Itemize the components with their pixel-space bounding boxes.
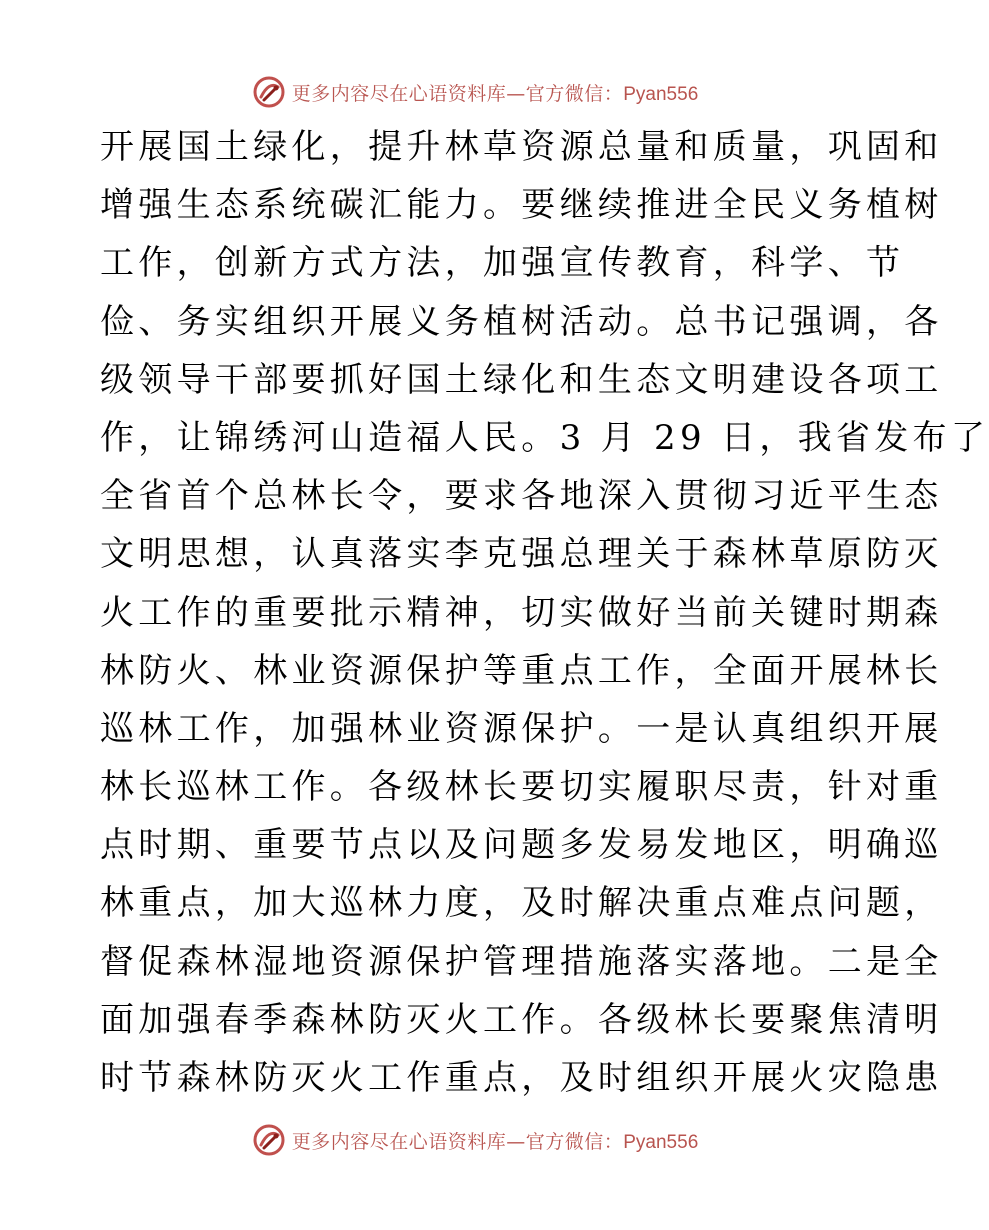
text-line: 巡林工作，加强林业资源保护。一是认真组织开展 xyxy=(100,708,943,749)
header-banner-wechat-id: Pyan556 xyxy=(623,83,699,105)
text-line: 督促森林湿地资源保护管理措施落实落地。二是全 xyxy=(100,941,943,982)
footer-banner-contact: 官方微信： xyxy=(525,1130,624,1153)
footer-banner xyxy=(0,1120,950,1160)
text-line: 林长巡林工作。各级林长要切实履职尽责，针对重 xyxy=(100,767,943,808)
text-line: 作，让锦绣河山造福人民。3 月 29 日，我省发布了 xyxy=(100,417,989,458)
text-line: 全省首个总林长令，要求各地深入贯彻习近平生态 xyxy=(100,476,943,517)
footer-banner-wechat-id: Pyan556 xyxy=(623,1131,699,1153)
header-banner-separator: — xyxy=(506,82,526,105)
footer-banner-text xyxy=(292,1127,699,1154)
header-banner-text xyxy=(292,79,699,106)
header-banner xyxy=(0,72,950,112)
header-banner-main: 更多内容尽在心语资料库 xyxy=(291,82,507,105)
text-line: 面加强春季森林防灭火工作。各级林长要聚焦清明 xyxy=(100,999,943,1040)
footer-banner-main: 更多内容尽在心语资料库 xyxy=(291,1130,507,1153)
text-line: 级领导干部要抓好国土绿化和生态文明建设各项工 xyxy=(100,359,943,400)
brand-logo-icon xyxy=(252,1123,286,1157)
text-line: 火工作的重要批示精神，切实做好当前关键时期森 xyxy=(100,592,943,633)
header-banner-contact: 官方微信： xyxy=(525,82,624,105)
text-line: 俭、务实组织开展义务植树活动。总书记强调，各 xyxy=(100,301,943,342)
text-line: 增强生态系统碳汇能力。要继续推进全民义务植树 xyxy=(100,185,943,226)
document-body xyxy=(100,118,989,1107)
text-line: 开展国土绿化，提升林草资源总量和质量，巩固和 xyxy=(100,127,943,167)
text-line: 文明思想，认真落实李克强总理关于森林草原防灭 xyxy=(100,534,943,575)
text-line: 工作，创新方式方法，加强宣传教育，科学、节 xyxy=(100,243,905,284)
brand-logo-icon xyxy=(252,75,286,109)
text-line: 林重点，加大巡林力度，及时解决重点难点问题， xyxy=(100,883,943,924)
text-line: 时节森林防灭火工作重点，及时组织开展火灾隐患 xyxy=(100,1058,943,1098)
text-line: 点时期、重要节点以及问题多发易发地区，明确巡 xyxy=(100,825,943,866)
text-line: 林防火、林业资源保护等重点工作，全面开展林长 xyxy=(100,650,943,691)
footer-banner-separator: — xyxy=(506,1130,526,1153)
